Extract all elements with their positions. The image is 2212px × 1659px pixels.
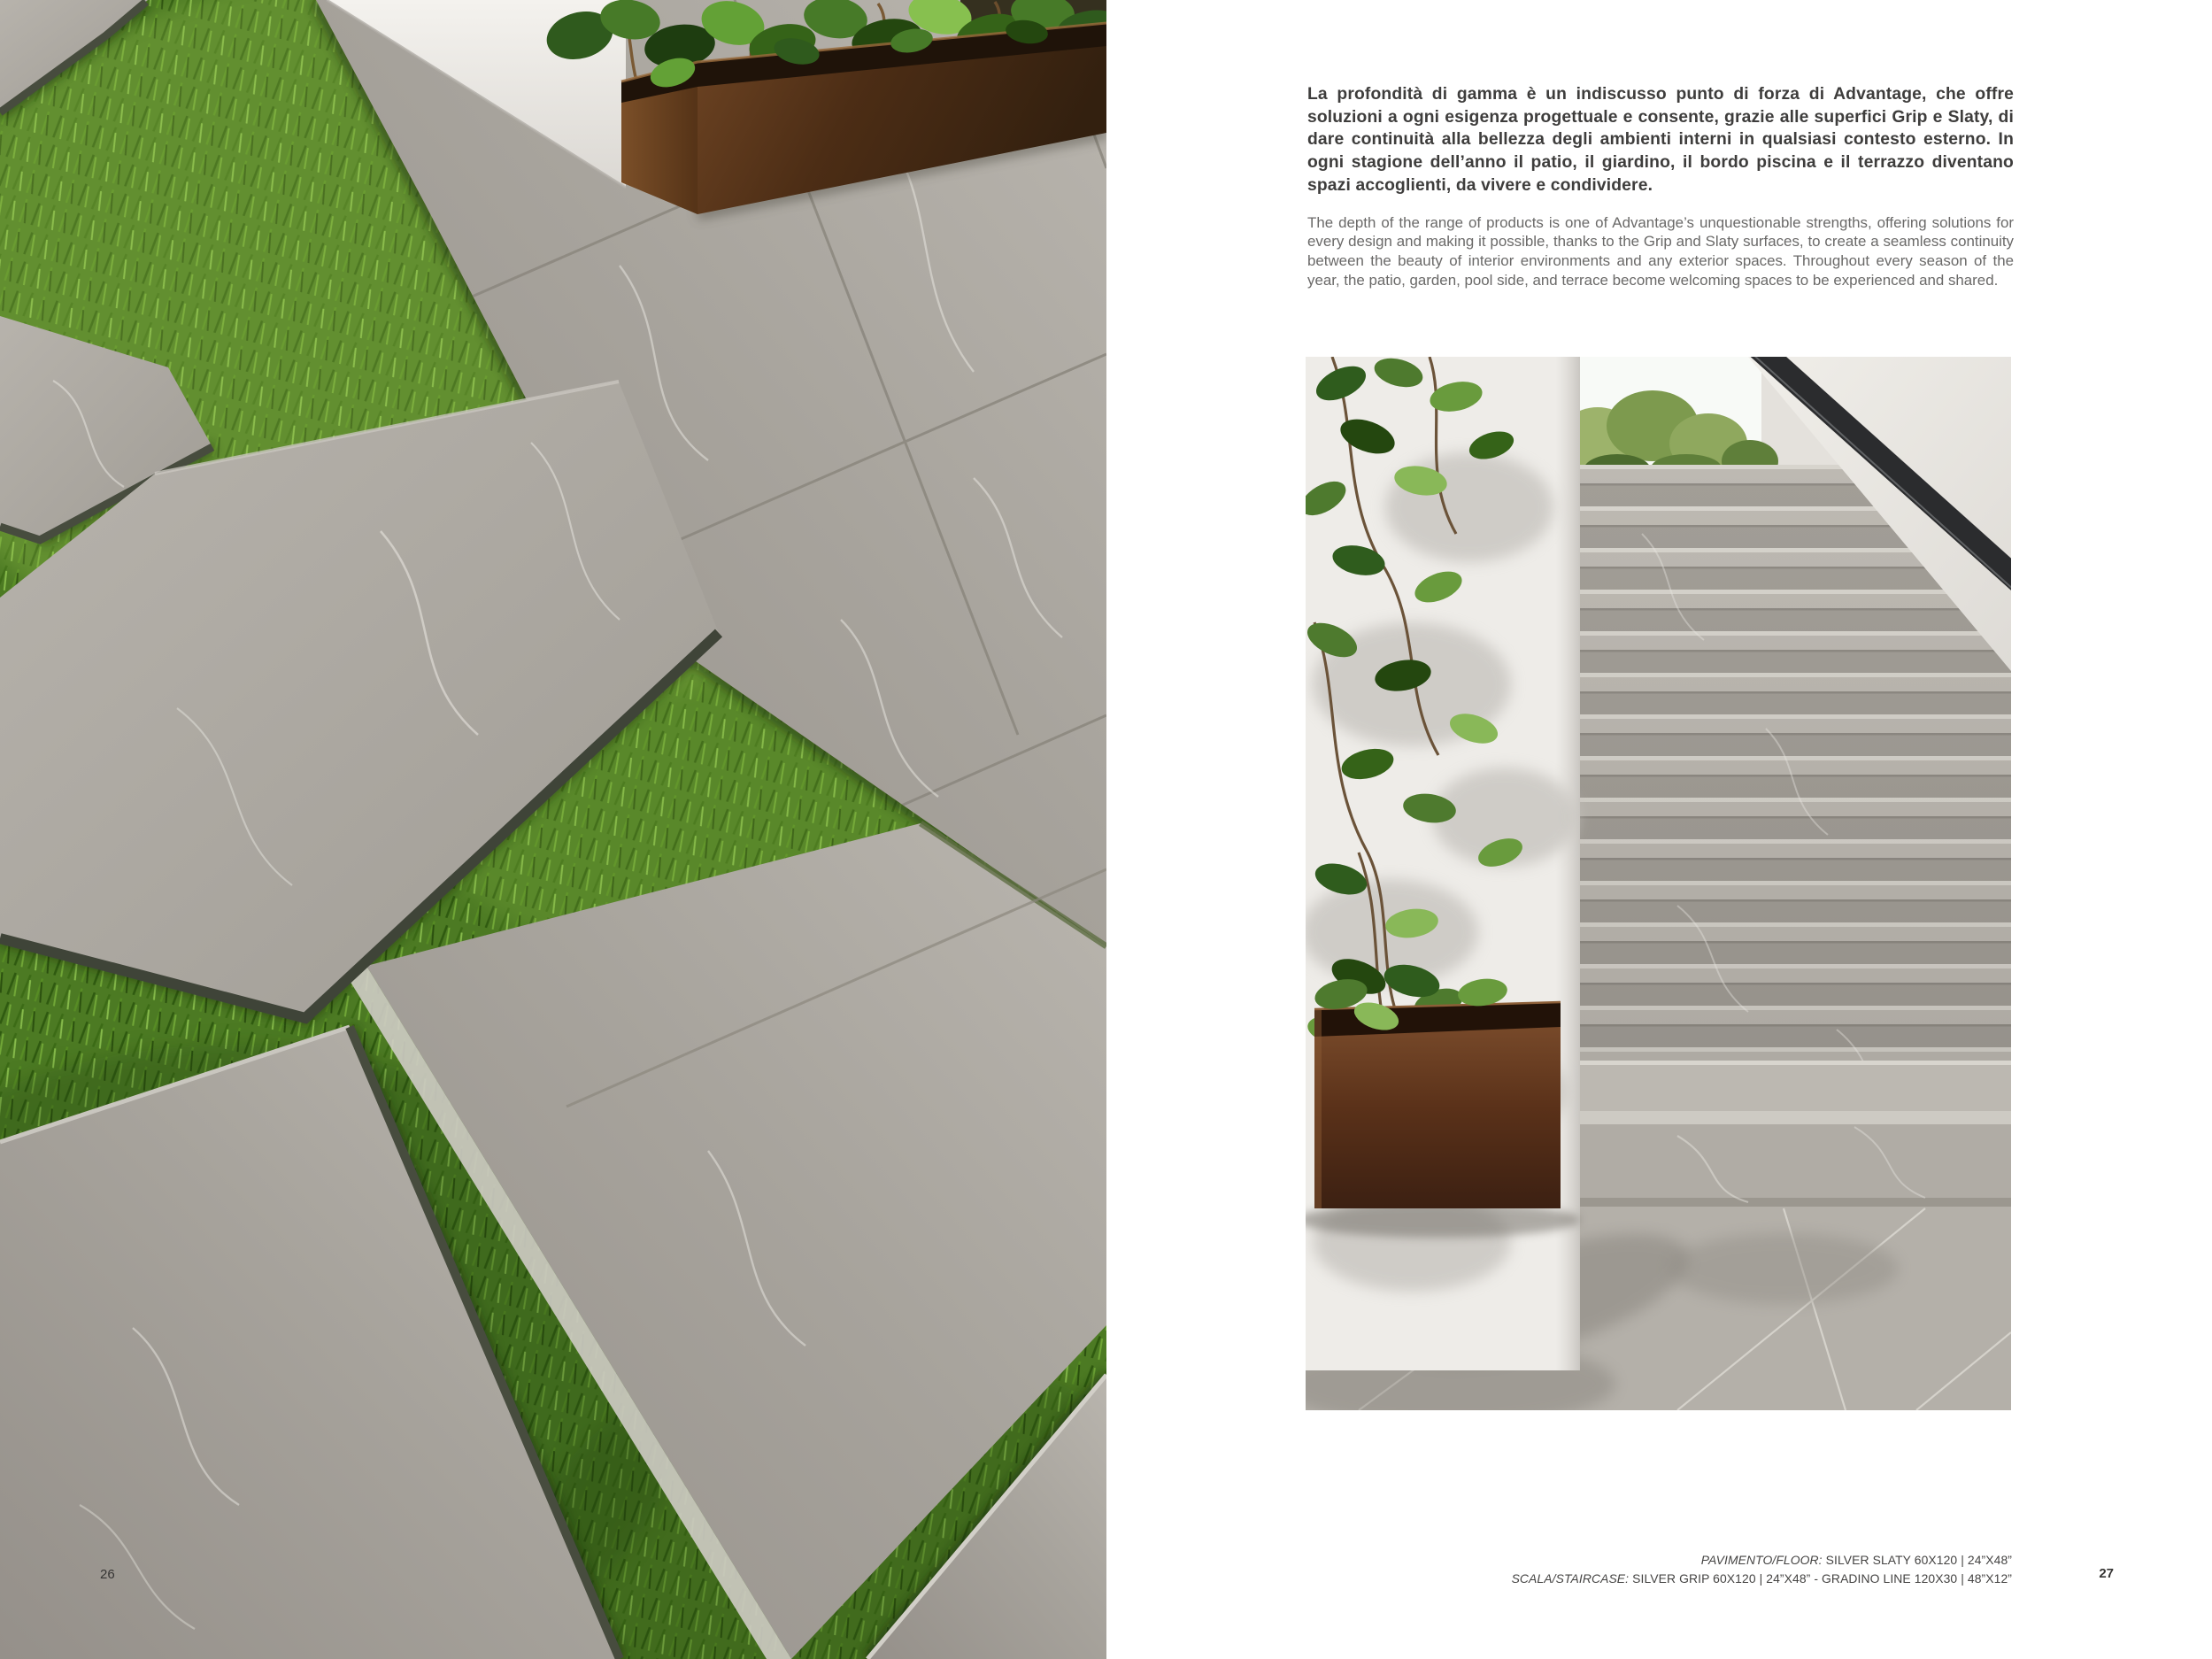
- gradino-step: [1578, 1061, 2011, 1210]
- caption-line-floor: [1217, 1551, 2012, 1570]
- page-number-right: 27: [2099, 1566, 2114, 1581]
- page-number-left: 26: [100, 1567, 115, 1582]
- caption-floor-label: PAVIMENTO/FLOOR:: [1700, 1553, 1823, 1567]
- caption-staircase-value: SILVER GRIP 60X120 | 24”X48” - GRADINO LINE 120X30 | 48”X12”: [1632, 1570, 2012, 1586]
- right-photo-staircase: [1306, 357, 2011, 1410]
- intro-paragraph-italian: La profondità di gamma è un indiscusso punto di forza di Advantage, che offre soluzioni a ogni esigenza progettuale e consente, grazie alle superfici Grip e Slaty, di dare continuità alla bellezza degli ambienti interni in qualsiasi contesto esterno. In ogni stagione dell’anno il patio, il giardino, il bordo piscina e il terrazzo diventano spazi accoglienti, da vivere e condividere.: [1307, 85, 2014, 195]
- intro-paragraph-english: The depth of the range of products is one of Advantage’s unquestionable strengths, offering solutions for every design and making it possible, thanks to the Grip and Slaty surfaces, to create a seamless continuity between the beauty of interior environments and any exterior spaces. Throughout every season of the year, the patio, garden, pool side, and terrace become welcoming spaces to be experienced and shared.: [1307, 213, 2014, 289]
- photo-caption: [1217, 1551, 2012, 1588]
- caption-floor-value: SILVER SLATY 60X120 | 24”X48”: [1825, 1553, 2012, 1567]
- intro-text-block: [1307, 83, 2014, 290]
- caption-line-staircase: [1217, 1570, 2012, 1588]
- caption-staircase-label: SCALA/STAIRCASE:: [1511, 1570, 1630, 1586]
